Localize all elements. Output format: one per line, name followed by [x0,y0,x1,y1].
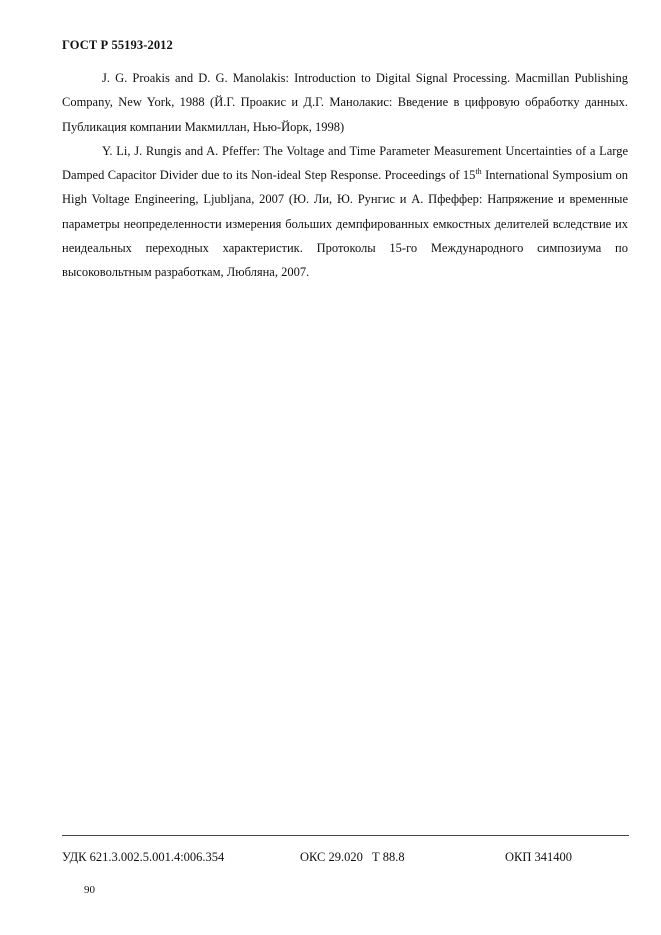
reference-list [62,66,628,285]
footer-udk: УДК 621.3.002.5.001.4:006.354 [62,850,225,864]
ordinal-suffix: th [475,167,482,177]
footer-divider [62,835,629,836]
footer-t-code: Т 88.8 [372,850,405,864]
reference-item-li [62,139,628,285]
reference-item-proakis: J. G. Proakis and D. G. Manolakis: Introduction to Digital Signal Processing. Macmillan Publishing Company, New York, 1988 (Й.Г. Проакис и Д.Г. Манолакис: Введение в цифровую обработку данных. Публикация компании Макмиллан, Нью-Йорк, 1998) [62,71,628,134]
document-header: ГОСТ Р 55193-2012 [62,38,173,52]
reference-text-start: Y. Li, J. Rungis and A. Pfeffer: The Voltage and Time Parameter Measurement Uncertainties of a Large Damped Capacitor Divider due to its Non-ideal Step Response. Proceedings of 15 [62,143,628,183]
page-number: 90 [84,884,95,896]
footer-oks: ОКС 29.020 [300,850,363,864]
reference-text-end: International Symposium on High Voltage Engineering, Ljubljana, 2007 (Ю. Ли, Ю. Рунгис и А. Пфеффер: Напряжение и временные параметры неопределенности измерения больших демпфированных емкостных делителей вследствие их неидеальных переходных характеристик. Протоколы 15-го Международного симпозиума по высоковольтным разработкам, Любляна, 2007. [62,168,628,280]
footer-okp: ОКП 341400 [505,850,573,864]
